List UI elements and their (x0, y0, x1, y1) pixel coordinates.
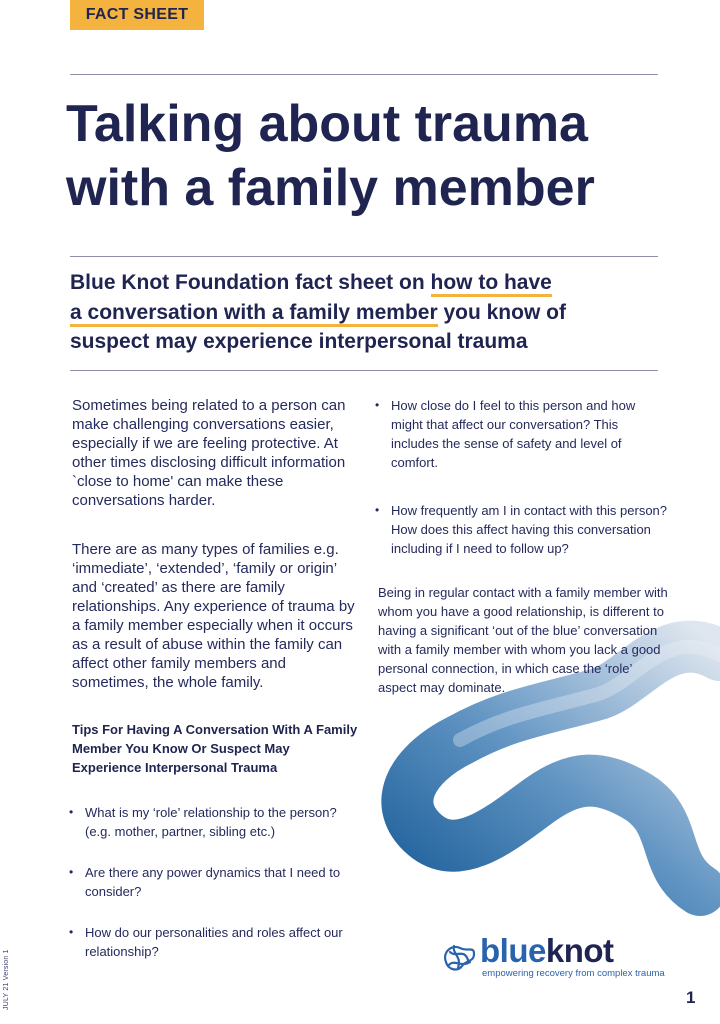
list-item: • How do our personalities and roles affect our relationship? (72, 923, 362, 961)
page-subtitle (70, 268, 650, 357)
intro-paragraph: Sometimes being related to a person can make challenging conversations easier, especially if we are feeling protective. At other times disclosing difficult information `close to home' can make these conversations harder. (72, 397, 346, 509)
logo-word-knot: knot (545, 932, 614, 969)
subtitle-highlight-1: how to have (431, 271, 552, 297)
page-number: 1 (686, 988, 696, 1007)
list-item: • Are there any power dynamics that I need to consider? (72, 863, 362, 901)
tips-list-right (378, 396, 668, 558)
subtitle-part2: you know of suspect may experience interpersonal trauma (70, 300, 566, 353)
top-divider (70, 74, 658, 75)
right-column (378, 396, 668, 697)
knot-icon (440, 940, 478, 974)
subtitle-part1: Blue Knot Foundation fact sheet on (70, 271, 431, 294)
logo-wordmark (480, 932, 614, 970)
subtitle-divider (70, 370, 658, 371)
list-item: • How frequently am I in contact with this person? How does this affect having this conversation including if I need to follow up? (378, 501, 668, 558)
families-paragraph: There are as many types of families e.g. ‘immediate’, ‘extended’, ‘family or origin’ and ‘created’ as there are family relationships. Any experience of trauma by a family member especially when it occurs as a result of abuse within the family can affect other family members and sometimes, the whole family. (72, 541, 355, 691)
logo-word-blue: blue (480, 932, 546, 969)
title-divider (70, 256, 658, 257)
subtitle-highlight-2: a conversation with a family member (70, 301, 438, 327)
blueknot-logo (440, 932, 665, 982)
version-note: JULY 21 Version 1 (3, 949, 10, 1010)
left-column (72, 396, 362, 983)
list-item: • What is my ‘role’ relationship to the person? (e.g. mother, partner, sibling etc.) (72, 803, 362, 841)
relationship-paragraph: Being in regular contact with a family member with whom you have a good relationship, is different to having a significant ‘out of the blue’ conversation with a family member with whom you lack a good personal connection, in which case the ‘role’ aspect may dominate. (378, 585, 668, 695)
fact-sheet-tag: FACT SHEET (70, 0, 204, 30)
tips-list-left (72, 803, 362, 961)
logo-tagline: empowering recovery from complex trauma (482, 968, 665, 979)
page-title: Talking about trauma with a family member (66, 95, 595, 217)
tips-heading: Tips For Having A Conversation With A Family Member You Know Or Suspect May Experience Interpersonal Trauma (72, 722, 358, 775)
list-item: • How close do I feel to this person and how might that affect our conversation? This includes the sense of safety and level of comfort. (378, 396, 668, 472)
